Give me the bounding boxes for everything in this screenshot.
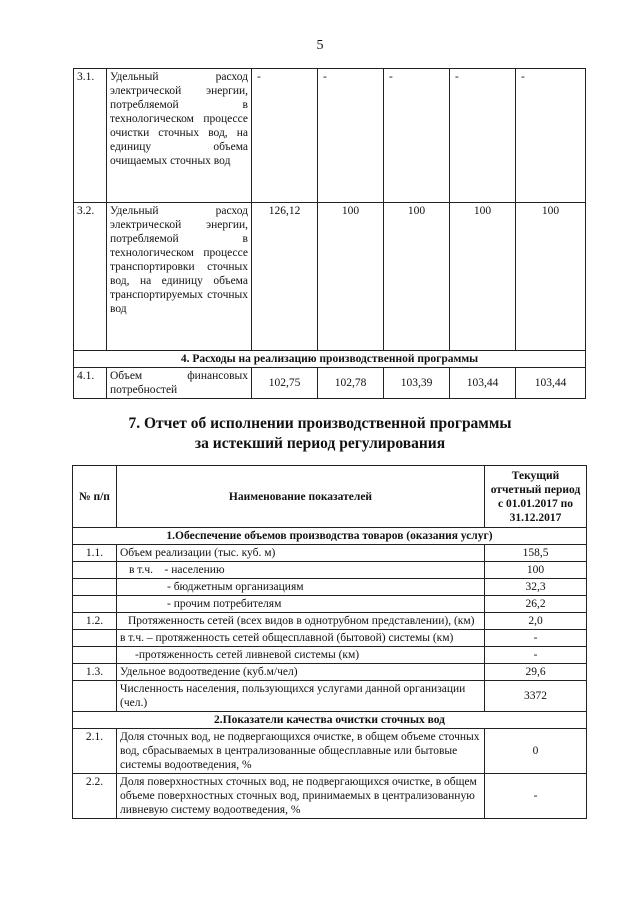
row-value: 102,78 xyxy=(318,368,384,399)
row-value: - xyxy=(450,69,516,203)
row-value: 32,3 xyxy=(485,579,587,596)
section-row xyxy=(74,351,586,368)
table-row xyxy=(74,69,586,203)
table-row xyxy=(73,774,587,819)
row-value: 103,44 xyxy=(516,368,586,399)
row-number: 2.1. xyxy=(73,729,117,774)
section-title: 2.Показатели качества очистки сточных вод xyxy=(73,712,587,729)
row-number xyxy=(73,596,117,613)
row-number: 3.1. xyxy=(74,69,107,203)
header-number: № п/п xyxy=(73,466,117,528)
row-value: 26,2 xyxy=(485,596,587,613)
table-row xyxy=(73,729,587,774)
section-title: 4. Расходы на реализацию производственной программы xyxy=(74,351,586,368)
row-name: -протяженность сетей ливневой системы (км) xyxy=(117,647,485,664)
row-value: - xyxy=(485,774,587,819)
row-value: - xyxy=(485,630,587,647)
table-row xyxy=(73,647,587,664)
table-row xyxy=(73,562,587,579)
heading-line-2: за истекший период регулирования xyxy=(194,435,446,452)
row-number xyxy=(73,562,117,579)
row-value: 2,0 xyxy=(485,613,587,630)
row-name: - бюджетным организациям xyxy=(117,579,485,596)
table-row xyxy=(73,630,587,647)
table-row xyxy=(73,664,587,681)
header-period: Текущий отчетный период с 01.01.2017 по 31.12.2017 xyxy=(485,466,587,528)
row-value: 158,5 xyxy=(485,545,587,562)
row-value: 103,39 xyxy=(384,368,450,399)
section-title: 1.Обеспечение объемов производства товаров (оказания услуг) xyxy=(73,528,587,545)
row-number: 1.2. xyxy=(73,613,117,630)
row-value: - xyxy=(384,69,450,203)
row-value: - xyxy=(318,69,384,203)
row-name: Удельное водоотведение (куб.м/чел) xyxy=(117,664,485,681)
row-name: Объем реализации (тыс. куб. м) xyxy=(117,545,485,562)
table-row xyxy=(73,681,587,712)
row-number: 4.1. xyxy=(74,368,107,399)
table-row xyxy=(73,613,587,630)
row-number: 3.2. xyxy=(74,203,107,351)
row-number: 2.2. xyxy=(73,774,117,819)
row-value: - xyxy=(485,647,587,664)
row-value: 126,12 xyxy=(252,203,318,351)
row-name: - прочим потребителям xyxy=(117,596,485,613)
section-row xyxy=(73,528,587,545)
row-number xyxy=(73,579,117,596)
indicators-table-continued xyxy=(73,68,586,399)
row-number: 1.1. xyxy=(73,545,117,562)
row-name: Доля поверхностных сточных вод, не подвергающихся очистке, в общем объеме поверхностных сточных вод, принимаемых в централизованную ливневую систему водоотведения, % xyxy=(117,774,485,819)
section-row xyxy=(73,712,587,729)
row-value: - xyxy=(252,69,318,203)
table-row xyxy=(73,579,587,596)
report-table xyxy=(72,465,587,819)
section-heading xyxy=(0,414,640,454)
row-value: 100 xyxy=(318,203,384,351)
table-row xyxy=(74,203,586,351)
row-value: 103,44 xyxy=(450,368,516,399)
table-row xyxy=(73,596,587,613)
row-number: 1.3. xyxy=(73,664,117,681)
row-value: 102,75 xyxy=(252,368,318,399)
table-row xyxy=(74,368,586,399)
row-value: 100 xyxy=(516,203,586,351)
row-value: 29,6 xyxy=(485,664,587,681)
row-value: 100 xyxy=(384,203,450,351)
row-name: Объем финансовых потребностей xyxy=(107,368,252,399)
row-name: Доля сточных вод, не подвергающихся очистке, в общем объеме сточных вод, сбрасываемых в централизованные общесплавные или бытовые системы водоотведения, % xyxy=(117,729,485,774)
row-name: Удельный расход электрической энергии, потребляемой в технологическом процессе очистки сточных вод, на единицу объема очищаемых сточных вод xyxy=(107,69,252,203)
row-value: 100 xyxy=(450,203,516,351)
header-row xyxy=(73,466,587,528)
row-value: 100 xyxy=(485,562,587,579)
table-row xyxy=(73,545,587,562)
row-name: в т.ч. - населению xyxy=(117,562,485,579)
row-name: Численность населения, пользующихся услугами данной организации (чел.) xyxy=(117,681,485,712)
page-number: 5 xyxy=(316,38,324,53)
row-name: в т.ч. – протяженность сетей общесплавной (бытовой) системы (км) xyxy=(117,630,485,647)
row-name: Протяженность сетей (всех видов в однотрубном представлении), (км) xyxy=(117,613,485,630)
row-name: Удельный расход электрической энергии, потребляемой в технологическом процессе транспортировки сточных вод, на единицу объема транспортируемых сточных вод xyxy=(107,203,252,351)
row-value: - xyxy=(516,69,586,203)
row-number xyxy=(73,630,117,647)
row-value: 0 xyxy=(485,729,587,774)
row-number xyxy=(73,647,117,664)
header-name: Наименование показателей xyxy=(117,466,485,528)
row-value: 3372 xyxy=(485,681,587,712)
heading-line-1: 7. Отчет об исполнении производственной программы xyxy=(128,415,512,432)
row-number xyxy=(73,681,117,712)
